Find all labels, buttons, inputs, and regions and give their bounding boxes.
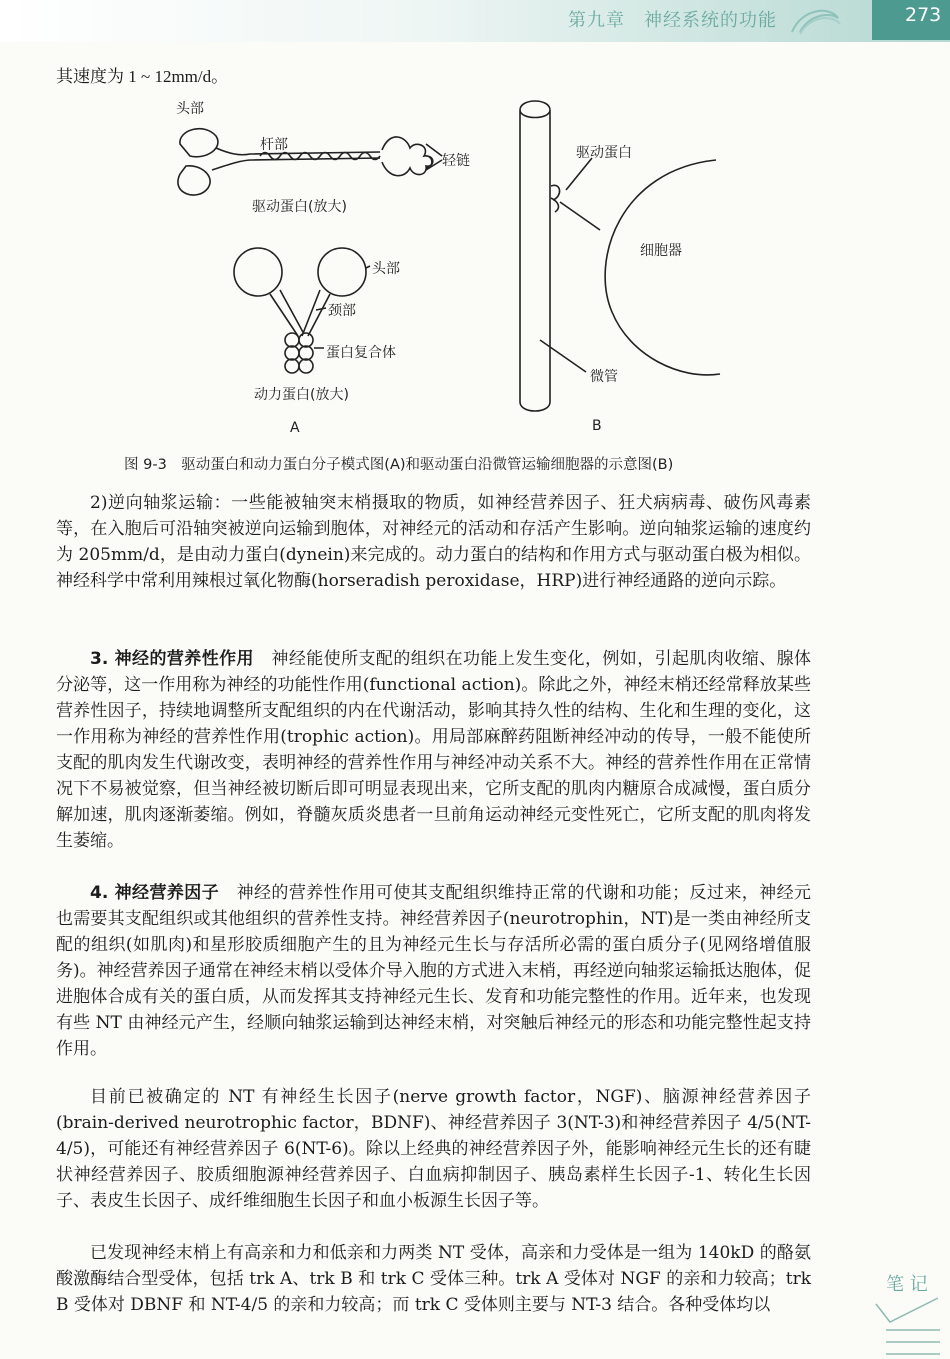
- paragraph-neurotrophin: [56, 880, 811, 1062]
- kinesin-stalk-b: [560, 202, 600, 230]
- kinesin-head-lower: [178, 166, 210, 195]
- panel-label-b: B: [592, 418, 602, 434]
- label-rod: 杆部: [260, 137, 288, 153]
- kinesin-pointer-b: [566, 158, 592, 190]
- label-microtubule: 微管: [590, 369, 618, 385]
- microtubule-pointer: [540, 340, 586, 372]
- paragraph-trophic-body: 神经能使所支配的组织在功能上发生变化，例如，引起肌肉收缩、腺体分泌等，这一作用称为神经的功能性作用(functional action)。除此之外，神经末梢还经常释放某些营养性因子，持续地调整所支配组织的内在代谢活动，影响其持久性的结构、生化和生理的变化，这一作用称为神经的营养性作用(trophic action)。用局部麻醉药阻断神经冲动的传导，一般不能使所支配的肌肉发生代谢改变，表明神经的营养性作用与神经冲动关系不大。神经的营养性作用在正常情况下不易被觉察，但当神经被切断后即可明显表现出来，它所支配的肌肉内糖原合成减慢，蛋白质分解加速，肌肉逐渐萎缩。例如，脊髓灰质炎患者一旦前角运动神经元变性死亡，它所支配的肌肉将发生萎缩。: [56, 649, 811, 851]
- label-neck: 颈部: [328, 303, 356, 319]
- figure-drawing: [120, 90, 840, 440]
- label-kinesin-enlarged: 驱动蛋白(放大): [252, 199, 347, 215]
- notes-lines: [872, 1296, 942, 1356]
- organelle-membrane: [605, 160, 720, 375]
- kinesin-motor-b: [551, 185, 560, 212]
- paragraph-trophic-action: [56, 646, 811, 854]
- figure-9-3: [120, 90, 840, 440]
- label-head-right: 头部: [372, 261, 400, 277]
- continued-text-line: 其速度为 1 ~ 12mm/d。: [56, 67, 229, 86]
- section-heading-trophic: 3. 神经的营养性作用: [90, 649, 254, 669]
- decorative-swirl-icon: [786, 2, 846, 38]
- page-number: 273: [905, 4, 942, 26]
- dynein-neck: [270, 290, 330, 336]
- microtubule: [520, 101, 550, 411]
- label-head-top: 头部: [176, 101, 204, 117]
- label-dynein-enlarged: 动力蛋白(放大): [254, 387, 349, 403]
- section-heading-neurotrophin: 4. 神经营养因子: [90, 883, 220, 903]
- paragraph-retrograde-transport: 2)逆向轴浆运输：一些能被轴突末梢摄取的物质，如神经营养因子、狂犬病病毒、破伤风毒素等，在入胞后可沿轴突被逆向运输到胞体，对神经元的活动和存活产生影响。逆向轴浆运输的速度约为 205mm/d，是由动力蛋白(dynein)来完成的。动力蛋白的结构和作用方式与驱动蛋白极为相似。神经科学中常利用辣根过氧化物酶(horseradish peroxidase，HRP)进行神经通路的逆向示踪。: [56, 493, 811, 591]
- panel-label-a: A: [290, 420, 300, 436]
- label-protein-complex: 蛋白复合体: [326, 345, 396, 361]
- paragraph-nt-types: 目前已被确定的 NT 有神经生长因子(nerve growth factor，NGF)、脑源神经营养因子(brain-derived neurotrophic factor，BDNF)、神经营养因子 3(NT-3)和神经营养因子 4/5(NT-4/5)，可能还有神经营养因子 6(NT-6)。除以上经典的神经营养因子外，能影响神经元生长的还有睫状神经营养因子、胶质细胞源神经营养因子、白血病抑制因子、胰岛素样生长因子-1、转化生长因子、表皮生长因子、成纤维细胞生长因子和血小板源生长因子等。: [56, 1087, 811, 1211]
- paragraph-nt-receptors: 已发现神经末梢上有高亲和力和低亲和力两类 NT 受体，高亲和力受体是一组为 140kD 的酪氨酸激酶结合型受体，包括 trk A、trk B 和 trk C 受体三种。trk A 受体对 NGF 的亲和力较高；trk B 受体对 DBNF 和 NT-4/5 的亲和力较高；而 trk C 受体则主要与 NT-3 结合。各种受体均以: [56, 1243, 811, 1315]
- paragraph-neurotrophin-body: 神经的营养性作用可使其支配组织维持正常的代谢和功能；反过来，神经元也需要其支配组织或其他组织的营养性支持。神经营养因子(neurotrophin，NT)是一类由神经所支配的组织(如肌肉)和星形胶质细胞产生的且为神经元生长与存活所必需的蛋白质分子(见网络增值服务)。神经营养因子通常在神经末梢以受体介导入胞的方式进入末梢，再经逆向轴浆运输抵达胞体，促进胞体合成有关的蛋白质，从而发挥其支持神经元生长、发育和功能完整性的作用。近年来，也发现有些 NT 由神经元产生，经顺向轴浆运输到达神经末梢，对突触后神经元的形态和功能完整性起支持作用。: [56, 883, 812, 1059]
- figure-caption: 图 9-3 驱动蛋白和动力蛋白分子模式图(A)和驱动蛋白沿微管运输细胞器的示意图(B): [124, 457, 674, 473]
- notes-label: 笔 记: [886, 1274, 928, 1295]
- label-light-chain: 轻链: [442, 153, 470, 169]
- chapter-title: 第九章 神经系统的功能: [568, 10, 777, 31]
- label-kinesin-b: 驱动蛋白: [576, 145, 632, 161]
- kinesin-light-chains: [382, 137, 433, 176]
- dynein-head-left: [234, 248, 282, 296]
- kinesin-head-upper: [180, 129, 218, 157]
- dynein-head-right: [318, 248, 366, 296]
- label-organelle: 细胞器: [640, 243, 682, 259]
